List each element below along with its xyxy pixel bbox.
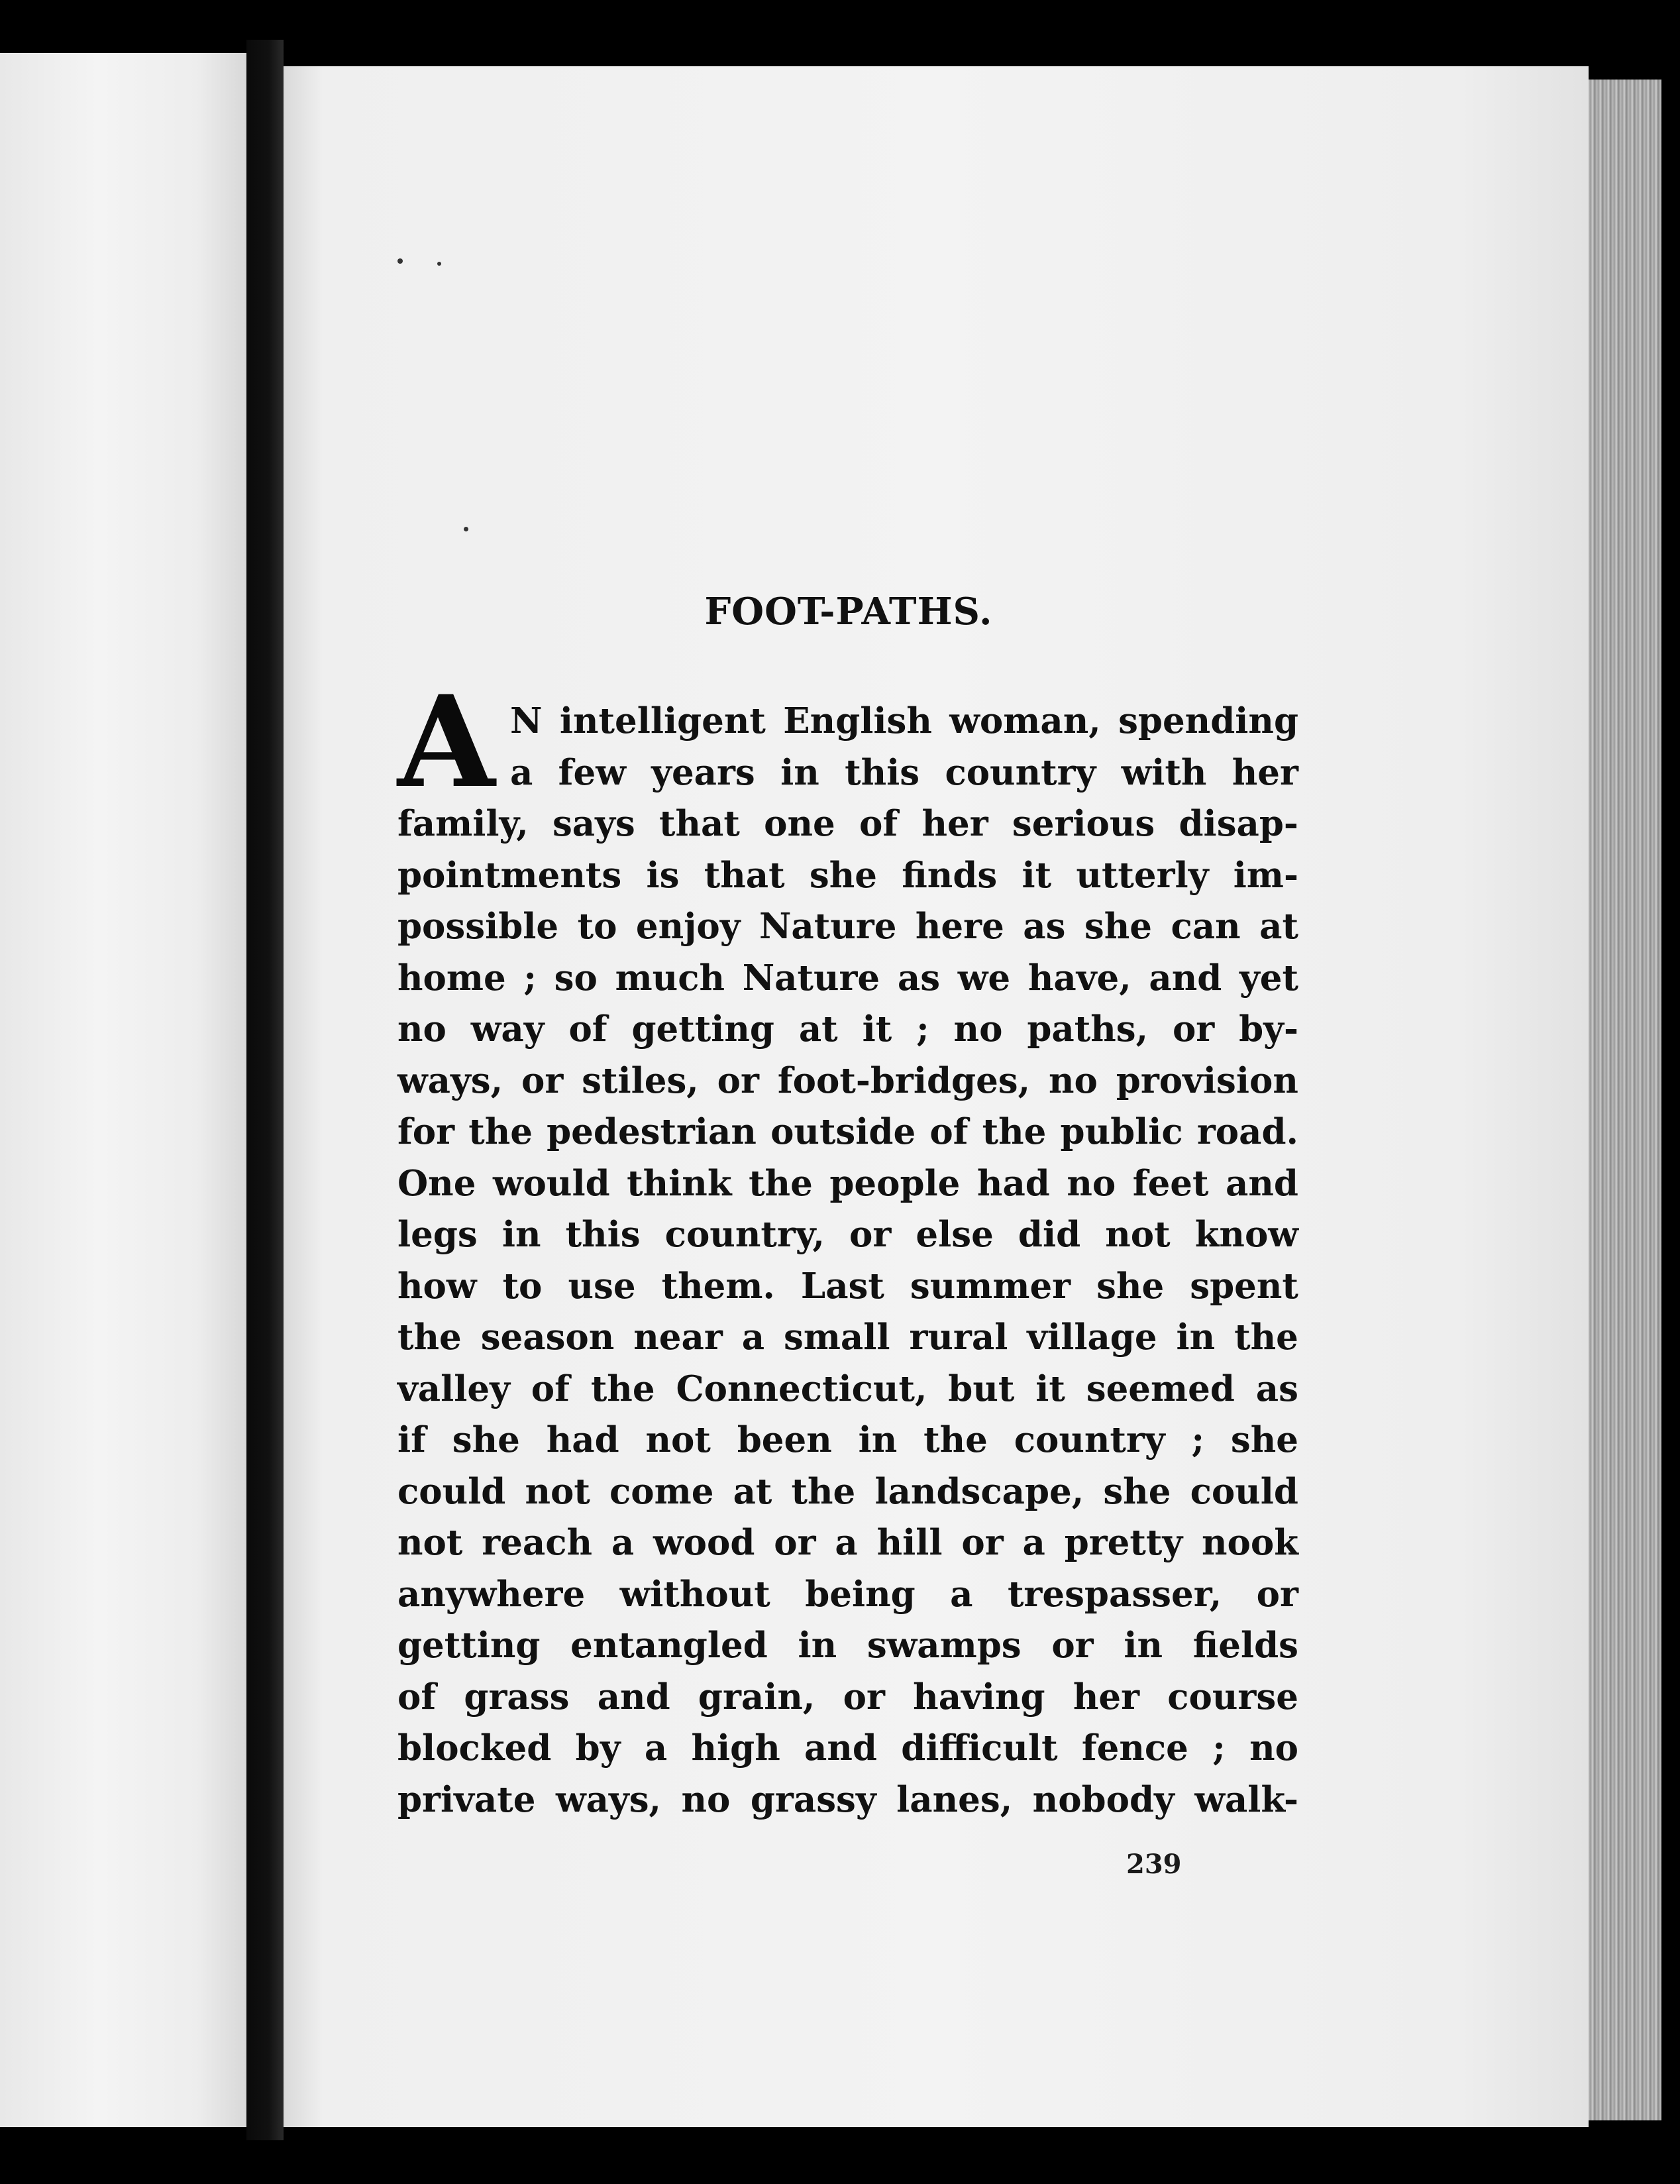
- text-line: [397, 1620, 1298, 1672]
- body-text: [397, 696, 1298, 1826]
- word: no: [1049, 1060, 1098, 1101]
- word: grass: [464, 1676, 570, 1718]
- word: how: [397, 1265, 477, 1307]
- word: pretty: [1064, 1522, 1183, 1563]
- word: that: [659, 803, 740, 844]
- word: if: [397, 1419, 426, 1460]
- word: think: [627, 1162, 732, 1204]
- word: blocked: [397, 1727, 552, 1769]
- word: no: [681, 1778, 731, 1820]
- word: it: [1035, 1368, 1065, 1409]
- word: walk-: [1194, 1778, 1298, 1820]
- word: as: [897, 957, 941, 999]
- word: ways,: [555, 1778, 662, 1820]
- word: country: [1014, 1419, 1165, 1460]
- text-line: [397, 1261, 1298, 1313]
- word: country,: [664, 1214, 825, 1255]
- word: the: [791, 1470, 856, 1512]
- word: or: [717, 1060, 759, 1101]
- word: can: [1171, 906, 1241, 947]
- word: or: [774, 1522, 816, 1563]
- word: ;: [916, 1009, 929, 1050]
- word: hill: [876, 1522, 943, 1563]
- word: landscape,: [874, 1470, 1084, 1512]
- word: this: [565, 1214, 641, 1255]
- word: or: [1051, 1625, 1094, 1666]
- page-number: 239: [1126, 1849, 1182, 1880]
- word: it: [862, 1009, 892, 1050]
- word: a: [741, 1317, 765, 1358]
- word: near: [633, 1317, 723, 1358]
- word: grain,: [698, 1676, 815, 1718]
- word: ways,: [397, 1060, 503, 1101]
- speck: [437, 262, 441, 266]
- word: or: [961, 1522, 1004, 1563]
- word: a: [835, 1522, 858, 1563]
- word: trespasser,: [1007, 1573, 1222, 1615]
- text-line: [397, 850, 1298, 902]
- word: to: [502, 1265, 543, 1307]
- word: small: [784, 1317, 890, 1358]
- word: pedestrian: [547, 1111, 757, 1152]
- word: could: [397, 1470, 506, 1512]
- word: pointments: [397, 854, 622, 896]
- word: she: [1084, 906, 1153, 947]
- word: she: [1230, 1419, 1298, 1460]
- word: in: [501, 1214, 541, 1255]
- word: nobody: [1032, 1778, 1175, 1820]
- text-line: [397, 1723, 1298, 1774]
- word: intelligent: [559, 700, 766, 741]
- word: use: [568, 1265, 636, 1307]
- text-line: [397, 1569, 1298, 1621]
- word: not: [525, 1470, 590, 1512]
- word: so: [554, 957, 598, 999]
- word: as: [1023, 906, 1066, 947]
- text-line: [397, 1004, 1298, 1056]
- word: she: [809, 854, 877, 896]
- word: at: [1259, 906, 1298, 947]
- word: or: [521, 1060, 564, 1101]
- word: difficult: [901, 1727, 1058, 1769]
- word: no: [397, 1009, 446, 1050]
- word: at: [733, 1470, 772, 1512]
- text-line: [397, 1312, 1298, 1364]
- word: had: [976, 1162, 1050, 1204]
- word: had: [546, 1419, 619, 1460]
- word: could: [1190, 1470, 1298, 1512]
- word: her: [921, 803, 988, 844]
- word: a: [1022, 1522, 1045, 1563]
- drop-cap: A: [397, 668, 496, 816]
- word: few: [558, 751, 626, 793]
- word: nook: [1202, 1522, 1298, 1563]
- word: summer: [910, 1265, 1071, 1307]
- word: and: [1226, 1162, 1298, 1204]
- text-line: [397, 953, 1298, 1005]
- word: a: [644, 1727, 668, 1769]
- word: yet: [1239, 957, 1298, 999]
- word: rural: [909, 1317, 1008, 1358]
- word: been: [737, 1419, 832, 1460]
- word: the: [397, 1317, 462, 1358]
- word: reach: [482, 1522, 593, 1563]
- word: not: [645, 1419, 711, 1460]
- word: and: [597, 1676, 670, 1718]
- word: im-: [1233, 854, 1298, 896]
- word: of: [929, 1111, 969, 1152]
- word: her: [1073, 1676, 1140, 1718]
- word: Nature: [742, 957, 880, 999]
- word: season: [480, 1317, 615, 1358]
- word: a: [611, 1522, 635, 1563]
- binding-gutter: [246, 40, 284, 2140]
- left-facing-page: [0, 53, 246, 2127]
- word: she: [1103, 1470, 1171, 1512]
- word: private: [397, 1778, 536, 1820]
- text-line: [397, 1415, 1298, 1466]
- word: but: [948, 1368, 1015, 1409]
- word: disap-: [1179, 803, 1298, 844]
- word: enjoy: [635, 906, 741, 947]
- word: says: [552, 803, 635, 844]
- word: high: [691, 1727, 780, 1769]
- word: years: [651, 751, 755, 793]
- text-line: [397, 1517, 1298, 1569]
- page-title: FOOT-PATHS.: [704, 590, 993, 633]
- word: would: [492, 1162, 610, 1204]
- word: the: [923, 1419, 988, 1460]
- word: much: [615, 957, 725, 999]
- word: or: [849, 1214, 892, 1255]
- text-line: [397, 798, 1298, 850]
- word: in: [780, 751, 819, 793]
- word: come: [609, 1470, 714, 1512]
- text-line: [397, 696, 1298, 747]
- word: we: [957, 957, 1011, 999]
- word: One: [397, 1162, 476, 1204]
- word: outside: [770, 1111, 916, 1152]
- word: of: [397, 1676, 437, 1718]
- word: or: [1256, 1573, 1298, 1615]
- word: possible: [397, 906, 559, 947]
- word: no: [1249, 1727, 1298, 1769]
- word: did: [1018, 1214, 1081, 1255]
- word: ;: [523, 957, 537, 999]
- word: them.: [661, 1265, 775, 1307]
- word: feet: [1132, 1162, 1209, 1204]
- text-line: [397, 1158, 1298, 1210]
- word: by-: [1239, 1009, 1298, 1050]
- text-line: [397, 901, 1298, 953]
- word: grassy: [750, 1778, 876, 1820]
- word: the: [590, 1368, 655, 1409]
- word: she: [452, 1419, 520, 1460]
- word: know: [1194, 1214, 1298, 1255]
- word: her: [1232, 751, 1298, 793]
- word: English: [783, 700, 932, 741]
- word: in: [858, 1419, 898, 1460]
- word: one: [764, 803, 835, 844]
- word: N: [510, 700, 543, 741]
- word: the: [982, 1111, 1047, 1152]
- word: seemed: [1086, 1368, 1235, 1409]
- word: it: [1022, 854, 1052, 896]
- word: legs: [397, 1214, 478, 1255]
- word: or: [843, 1676, 885, 1718]
- speck: [464, 527, 468, 531]
- page-edges: [1589, 80, 1661, 2120]
- word: in: [1176, 1317, 1216, 1358]
- word: the: [749, 1162, 813, 1204]
- word: fence: [1081, 1727, 1188, 1769]
- word: anywhere: [397, 1573, 586, 1615]
- word: swamps: [866, 1625, 1022, 1666]
- word: wood: [653, 1522, 755, 1563]
- word: paths,: [1027, 1009, 1149, 1050]
- word: getting: [631, 1009, 774, 1050]
- text-line: [397, 747, 1298, 799]
- word: she: [1096, 1265, 1165, 1307]
- word: not: [1105, 1214, 1171, 1255]
- word: way: [470, 1009, 545, 1050]
- word: no: [953, 1009, 1003, 1050]
- word: Connecticut,: [676, 1368, 927, 1409]
- word: family,: [397, 803, 529, 844]
- word: with: [1121, 751, 1207, 793]
- word: home: [397, 957, 506, 999]
- word: getting: [397, 1625, 541, 1666]
- word: here: [915, 906, 1004, 947]
- word: is: [646, 854, 680, 896]
- word: of: [568, 1009, 607, 1050]
- word: serious: [1012, 803, 1155, 844]
- word: foot-bridges,: [777, 1060, 1031, 1101]
- word: people: [829, 1162, 961, 1204]
- word: road.: [1196, 1111, 1298, 1152]
- text-line: [397, 1107, 1298, 1158]
- text-line: [397, 1209, 1298, 1261]
- word: of: [859, 803, 898, 844]
- word: country: [945, 751, 1096, 793]
- word: to: [577, 906, 617, 947]
- text-line: [397, 1672, 1298, 1723]
- text-line: [397, 1774, 1298, 1826]
- word: course: [1167, 1676, 1298, 1718]
- word: a: [950, 1573, 973, 1615]
- word: spent: [1190, 1265, 1298, 1307]
- word: have,: [1027, 957, 1131, 999]
- word: village: [1027, 1317, 1157, 1358]
- word: the: [468, 1111, 533, 1152]
- word: utterly: [1076, 854, 1209, 896]
- word: being: [805, 1573, 916, 1615]
- word: stiles,: [582, 1060, 699, 1101]
- word: Last: [800, 1265, 884, 1307]
- text-line: [397, 1364, 1298, 1415]
- word: entangled: [570, 1625, 768, 1666]
- word: in: [798, 1625, 837, 1666]
- word: at: [798, 1009, 838, 1050]
- word: of: [531, 1368, 570, 1409]
- speck: [397, 258, 403, 264]
- word: lanes,: [896, 1778, 1013, 1820]
- word: and: [804, 1727, 877, 1769]
- word: no: [1067, 1162, 1116, 1204]
- word: valley: [397, 1368, 510, 1409]
- word: ;: [1191, 1419, 1205, 1460]
- word: without: [619, 1573, 770, 1615]
- word: in: [1124, 1625, 1163, 1666]
- text-line: [397, 1056, 1298, 1107]
- word: provision: [1116, 1060, 1298, 1101]
- word: finds: [902, 854, 998, 896]
- word: and: [1149, 957, 1222, 999]
- word: else: [916, 1214, 994, 1255]
- word: not: [397, 1522, 463, 1563]
- word: ;: [1212, 1727, 1226, 1769]
- word: by: [575, 1727, 621, 1769]
- word: having: [913, 1676, 1045, 1718]
- word: a: [510, 751, 533, 793]
- word: spending: [1118, 700, 1298, 741]
- word: that: [704, 854, 785, 896]
- word: this: [845, 751, 920, 793]
- word: public: [1060, 1111, 1183, 1152]
- word: woman,: [949, 700, 1101, 741]
- word: or: [1172, 1009, 1215, 1050]
- word: as: [1255, 1368, 1298, 1409]
- text-line: [397, 1466, 1298, 1518]
- word: for: [397, 1111, 455, 1152]
- word: the: [1234, 1317, 1298, 1358]
- word: fields: [1192, 1625, 1298, 1666]
- word: Nature: [759, 906, 897, 947]
